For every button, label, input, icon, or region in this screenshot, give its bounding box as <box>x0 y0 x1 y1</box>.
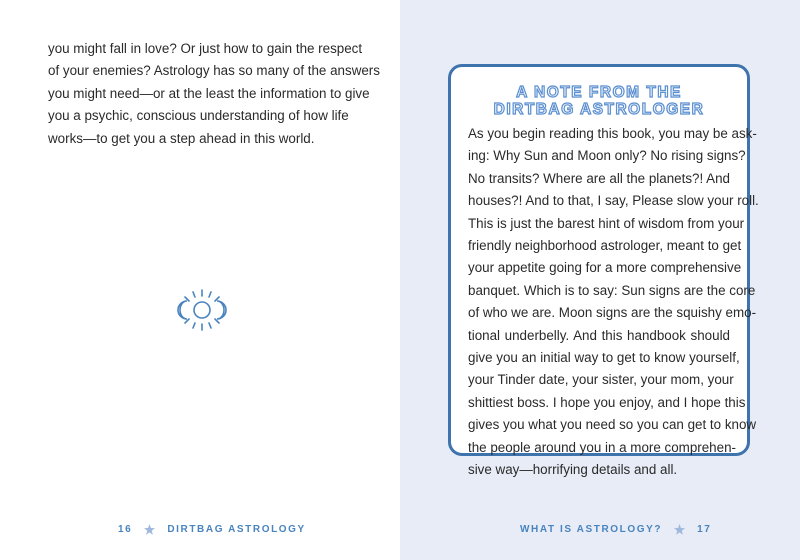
note-body-text <box>468 123 759 482</box>
running-head: DIRTBAG ASTROLOGY <box>167 524 306 535</box>
page-number: 16 <box>118 524 133 535</box>
text-line: friendly neighborhood astrologer, meant to get <box>468 238 742 254</box>
text-line: As you begin reading this book, you may be ask- <box>468 126 757 141</box>
left-page-folio <box>118 524 306 535</box>
star-icon <box>144 524 155 535</box>
note-sidebar-box <box>448 64 759 478</box>
note-title-line: A NOTE FROM THE <box>516 84 682 101</box>
text-line: No transits? Where are all the planets?! And <box>468 170 731 186</box>
text-line: banquet. Which is to say: Sun signs are the core <box>468 282 756 298</box>
right-page-folio <box>520 524 711 535</box>
text-line: your appetite going for a more comprehensive <box>468 260 742 276</box>
text-line: shittiest boss. I hope you enjoy, and I hope this <box>468 394 746 410</box>
text-line: gives you what you need so you can get to know <box>468 417 757 433</box>
text-line: you might need—or at the least the information to give <box>48 85 370 101</box>
text-line: of who we are. Moon signs are the squishy emo- <box>468 305 757 321</box>
text-line: your Tinder date, your sister, your mom, your <box>468 372 734 388</box>
page-number: 17 <box>697 524 712 535</box>
text-line: give you an initial way to get to know yourself, <box>468 350 740 366</box>
sun-moon-icon <box>174 286 230 334</box>
text-line: tional underbelly. And this handbook should <box>468 327 730 343</box>
text-line: the people around you in a more comprehen- <box>468 439 736 455</box>
text-line: This is just the barest hint of wisdom from your <box>468 215 745 231</box>
text-line: you might fall in love? Or just how to gain the respect <box>48 41 363 56</box>
text-line: ing: Why Sun and Moon only? No rising signs? <box>468 148 746 164</box>
note-title-line: DIRTBAG ASTROLOGER <box>493 101 705 118</box>
star-icon <box>674 524 685 535</box>
text-line: you a psychic, conscious understanding of how life <box>48 108 349 124</box>
text-line: sive way—horrifying details and all. <box>468 462 678 478</box>
running-head: WHAT IS ASTROLOGY? <box>520 524 663 535</box>
text-line: houses?! And to that, I say, Please slow your roll. <box>468 193 759 209</box>
note-title <box>451 84 747 118</box>
text-line: of your enemies? Astrology has so many of the answers <box>48 63 380 79</box>
left-page-body-text <box>48 38 380 150</box>
text-line: works—to get you a step ahead in this world. <box>48 130 315 146</box>
